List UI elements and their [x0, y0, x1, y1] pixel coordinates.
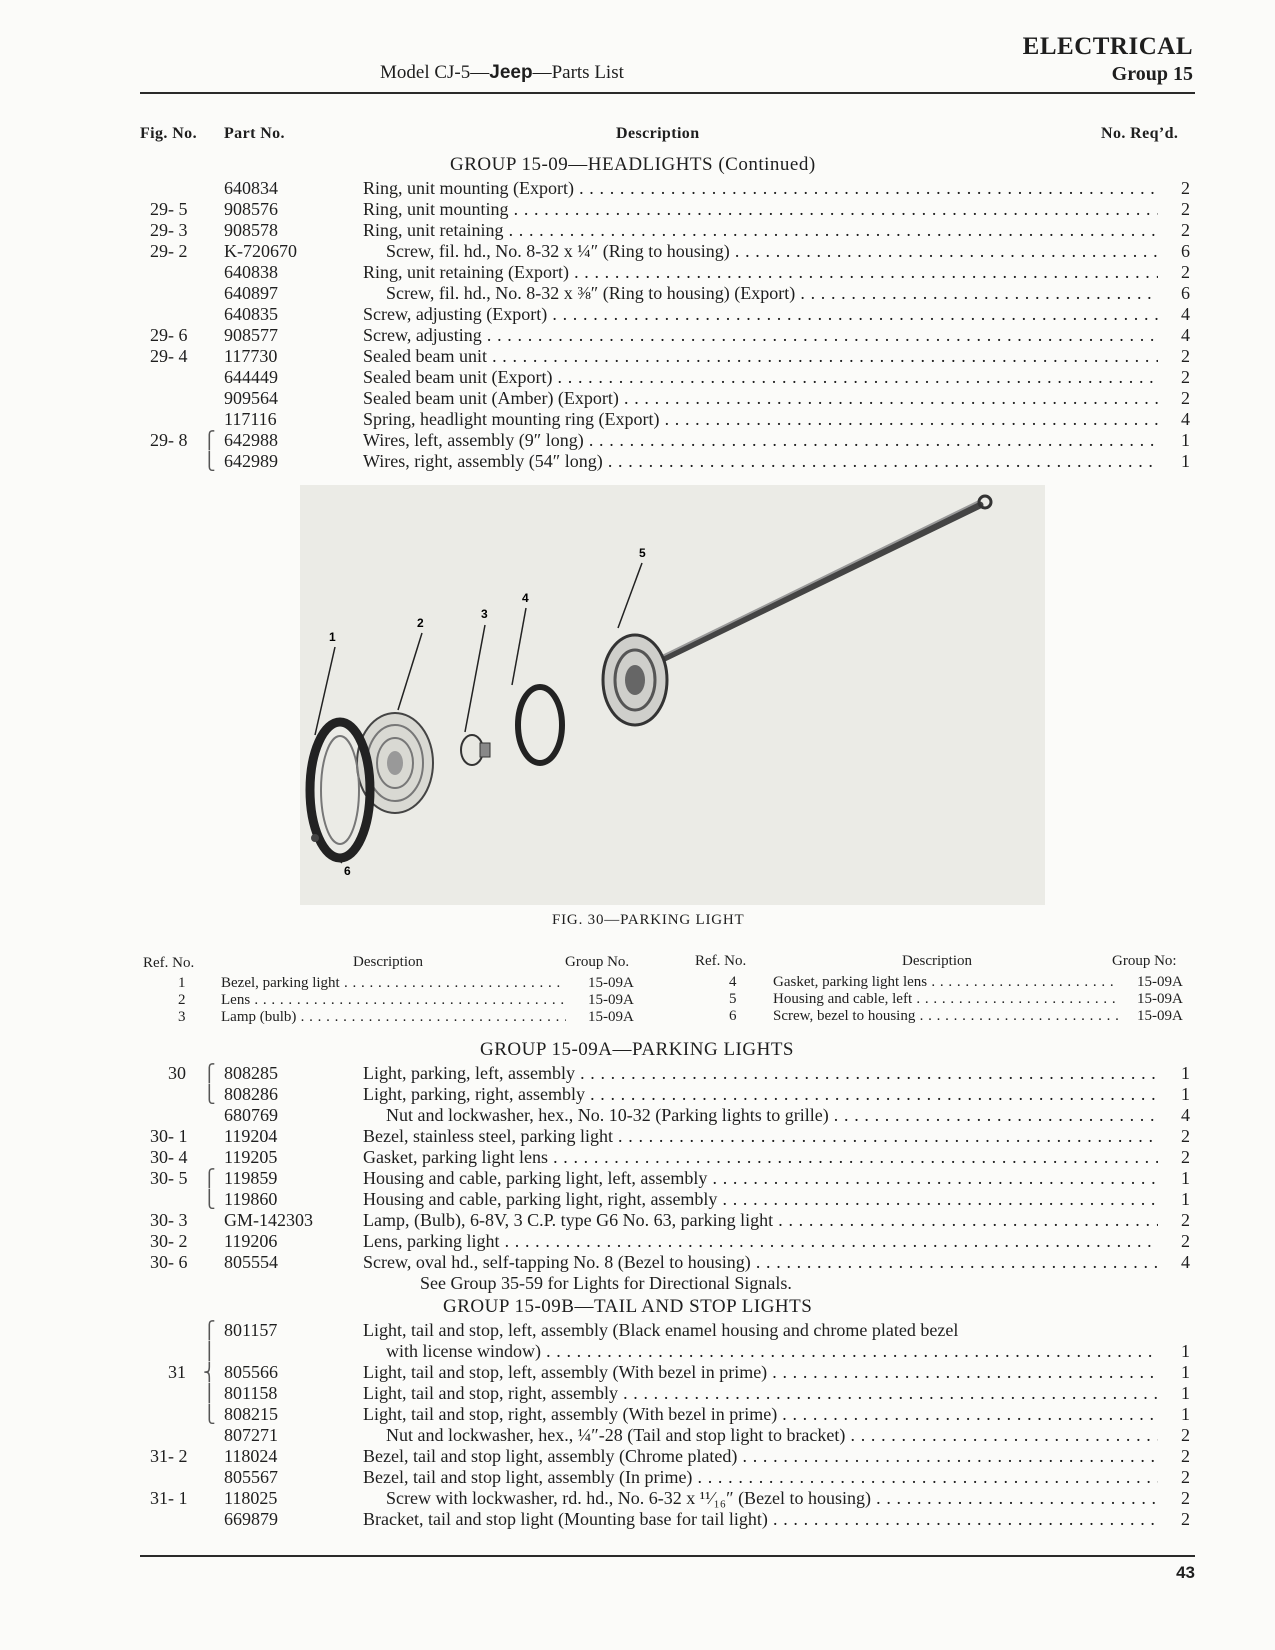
qty: 4 — [1181, 1105, 1190, 1125]
col-description: Description — [616, 125, 700, 142]
part-no: 640834 — [224, 178, 278, 198]
table-row — [0, 430, 1275, 451]
qty: 1 — [1181, 1168, 1190, 1188]
model-brand: Jeep — [489, 62, 533, 83]
brace-mark: ⎧ — [203, 1321, 216, 1340]
brace-mark: ⎧ — [203, 431, 216, 450]
qty: 2 — [1181, 1509, 1190, 1529]
part-no: 119206 — [224, 1231, 278, 1251]
description: Ring, unit retaining (Export) . . . — [363, 262, 1158, 283]
fig-no: 29- 8 — [150, 430, 188, 450]
model-prefix: Model CJ-5— — [380, 62, 490, 83]
description: Nut and lockwasher, hex., ¼″-28 (Tail and stop light to bracket) . . . — [386, 1425, 1158, 1446]
part-no: 644449 — [224, 367, 278, 387]
model-suffix: —Parts List — [532, 62, 624, 83]
fig-no: 30 — [168, 1063, 186, 1083]
brace-mark: ⎧ — [203, 1064, 216, 1083]
group-heading-headlights: GROUP 15-09—HEADLIGHTS (Continued) — [450, 154, 816, 175]
fig-no: 29- 2 — [150, 241, 188, 261]
legend-desc: Screw, bezel to housing . . . — [773, 1008, 1118, 1025]
footer-rule — [140, 1555, 1195, 1557]
part-no: 119204 — [224, 1126, 278, 1146]
brace-mark: ⎧ — [203, 1169, 216, 1188]
table-row — [0, 1168, 1275, 1189]
description: Screw with lockwasher, rd. hd., No. 6-32 x ¹¹⁄₁₆″ (Bezel to housing) . . . — [386, 1488, 1158, 1509]
fig-no: 31- 1 — [150, 1488, 188, 1508]
qty: 2 — [1181, 220, 1190, 240]
table-row — [0, 1252, 1275, 1273]
table-row — [0, 1063, 1275, 1084]
brace-mark: ⎩ — [203, 1190, 216, 1209]
part-no: 119860 — [224, 1189, 278, 1209]
exploded-view-drawing — [300, 485, 1045, 905]
qty: 2 — [1181, 346, 1190, 366]
running-header — [380, 62, 624, 84]
description: Light, tail and stop, right, assembly (With bezel in prime) . . . — [363, 1404, 1158, 1425]
qty: 1 — [1181, 1404, 1190, 1424]
legend-group: 15-09A — [588, 1009, 634, 1025]
fig-no: 30- 3 — [150, 1210, 188, 1230]
part-no: 117116 — [224, 409, 277, 429]
legend-ref: 6 — [729, 1008, 737, 1024]
part-no: 908578 — [224, 220, 278, 240]
parking-light-illustration — [300, 485, 1045, 905]
legend-desc-header-right: Description — [902, 953, 972, 969]
qty: 2 — [1181, 1467, 1190, 1487]
description: Light, parking, left, assembly . . . — [363, 1063, 1158, 1084]
legend-desc: Bezel, parking light . . . — [221, 975, 566, 992]
qty: 2 — [1181, 1126, 1190, 1146]
part-no: 118025 — [224, 1488, 278, 1508]
description: Gasket, parking light lens . . . — [363, 1147, 1158, 1168]
legend-group: 15-09A — [588, 992, 634, 1008]
description: Wires, right, assembly (54″ long) . . . — [363, 451, 1158, 472]
table-row — [0, 178, 1275, 199]
description: Nut and lockwasher, hex., No. 10-32 (Parking lights to grille) . . . — [386, 1105, 1158, 1126]
table-row — [0, 1231, 1275, 1252]
table-row — [0, 451, 1275, 472]
part-no: 119205 — [224, 1147, 278, 1167]
brace-mark: ⎩ — [203, 1085, 216, 1104]
group-heading-parking: GROUP 15-09A—PARKING LIGHTS — [480, 1039, 795, 1060]
part-no: GM-142303 — [224, 1210, 313, 1230]
col-fig-no: Fig. No. — [140, 125, 197, 142]
qty: 1 — [1181, 1341, 1190, 1361]
fig-no: 29- 4 — [150, 346, 188, 366]
description: Screw, adjusting (Export) . . . — [363, 304, 1158, 325]
callout-6: 6 — [344, 864, 351, 878]
part-no: 119859 — [224, 1168, 278, 1188]
legend-desc: Lamp (bulb) . . . — [221, 1009, 566, 1026]
table-row — [0, 1509, 1275, 1530]
brace-mark: ⎪ — [203, 1384, 216, 1403]
table-row — [0, 1084, 1275, 1105]
legend-desc: Gasket, parking light lens . . . — [773, 974, 1118, 991]
qty: 2 — [1181, 388, 1190, 408]
table-row — [0, 325, 1275, 346]
header-rule — [140, 92, 1195, 94]
brace-mark: ⎪ — [203, 1342, 216, 1361]
legend-ref-header-right: Ref. No. — [695, 953, 747, 969]
table-row — [0, 283, 1275, 304]
qty: 1 — [1181, 1362, 1190, 1382]
part-no: 640838 — [224, 262, 278, 282]
group-heading-taillights: GROUP 15-09B—TAIL AND STOP LIGHTS — [443, 1296, 813, 1317]
description: Ring, unit retaining . . . — [363, 220, 1158, 241]
qty: 1 — [1181, 451, 1190, 471]
legend-ref: 5 — [729, 991, 737, 1007]
part-no: 118024 — [224, 1446, 278, 1466]
legend-desc: Housing and cable, left . . . — [773, 991, 1118, 1008]
qty: 2 — [1181, 1147, 1190, 1167]
legend-group: 15-09A — [1137, 974, 1183, 990]
part-no: 808285 — [224, 1063, 278, 1083]
part-no: 669879 — [224, 1509, 278, 1529]
fig-no: 30- 2 — [150, 1231, 188, 1251]
fig-no: 30- 1 — [150, 1126, 188, 1146]
description: Ring, unit mounting . . . — [363, 199, 1158, 220]
legend-desc-header: Description — [353, 954, 423, 970]
fig-no: 31- 2 — [150, 1446, 188, 1466]
qty: 1 — [1181, 1063, 1190, 1083]
description: Light, tail and stop, left, assembly (Black enamel housing and chrome plated bezel — [363, 1320, 959, 1340]
table-row — [0, 1404, 1275, 1425]
qty: 1 — [1181, 1084, 1190, 1104]
note-row — [0, 1273, 1275, 1294]
description: Lamp, (Bulb), 6-8V, 3 C.P. type G6 No. 63, parking light . . . — [363, 1210, 1158, 1231]
description: Bracket, tail and stop light (Mounting base for tail light) . . . — [363, 1509, 1158, 1530]
description: with license window) . . . — [386, 1341, 1158, 1362]
table-row — [0, 346, 1275, 367]
description: Sealed beam unit (Export) . . . — [363, 367, 1158, 388]
qty: 2 — [1181, 1425, 1190, 1445]
fig-no: 29- 3 — [150, 220, 188, 240]
section-title: ELECTRICAL — [1022, 33, 1193, 60]
qty: 6 — [1181, 283, 1190, 303]
part-no: 801158 — [224, 1383, 278, 1403]
table-row — [0, 1488, 1275, 1509]
part-no: 642988 — [224, 430, 278, 450]
qty: 2 — [1181, 199, 1190, 219]
qty: 1 — [1181, 1189, 1190, 1209]
part-no: 801157 — [224, 1320, 278, 1340]
callout-3: 3 — [481, 607, 488, 621]
legend-ref-header: Ref. No. — [143, 955, 195, 971]
col-no-reqd: No. Req’d. — [1101, 125, 1179, 142]
part-no: 640835 — [224, 304, 278, 324]
table-row — [0, 1126, 1275, 1147]
part-no: K-720670 — [224, 241, 297, 261]
description: Screw, oval hd., self-tapping No. 8 (Bezel to housing) . . . — [363, 1252, 1158, 1273]
description: Screw, fil. hd., No. 8-32 x ¼″ (Ring to housing) . . . — [386, 241, 1158, 262]
table-row — [0, 1383, 1275, 1404]
qty: 6 — [1181, 241, 1190, 261]
qty: 2 — [1181, 262, 1190, 282]
description: Bezel, stainless steel, parking light . . . — [363, 1126, 1158, 1147]
table-row — [0, 367, 1275, 388]
brace-mark: ⎩ — [203, 1405, 216, 1424]
description: Housing and cable, parking light, left, assembly . . . — [363, 1168, 1158, 1189]
qty: 2 — [1181, 1488, 1190, 1508]
table-row — [0, 1446, 1275, 1467]
table-row — [0, 409, 1275, 430]
col-part-no: Part No. — [224, 125, 285, 142]
table-row — [0, 220, 1275, 241]
table-row — [0, 1362, 1275, 1383]
qty: 4 — [1181, 304, 1190, 324]
part-no: 908576 — [224, 199, 278, 219]
table-row — [0, 1467, 1275, 1488]
legend-ref: 3 — [178, 1009, 186, 1025]
table-row — [0, 241, 1275, 262]
description: Ring, unit mounting (Export) . . . — [363, 178, 1158, 199]
part-no: 808286 — [224, 1084, 278, 1104]
part-no: 680769 — [224, 1105, 278, 1125]
qty: 2 — [1181, 367, 1190, 387]
part-no: 642989 — [224, 451, 278, 471]
legend-ref: 2 — [178, 992, 186, 1008]
table-row — [0, 388, 1275, 409]
part-no: 805554 — [224, 1252, 278, 1272]
qty: 2 — [1181, 1210, 1190, 1230]
description: Sealed beam unit . . . — [363, 346, 1158, 367]
description: Bezel, tail and stop light, assembly (Chrome plated) . . . — [363, 1446, 1158, 1467]
description: Screw, fil. hd., No. 8-32 x ⅜″ (Ring to housing) (Export) . . . — [386, 283, 1158, 304]
qty: 4 — [1181, 325, 1190, 345]
description: Light, tail and stop, left, assembly (With bezel in prime) . . . — [363, 1362, 1158, 1383]
part-no: 909564 — [224, 388, 278, 408]
callout-4: 4 — [522, 591, 529, 605]
qty: 4 — [1181, 1252, 1190, 1272]
qty: 1 — [1181, 1383, 1190, 1403]
part-no: 805566 — [224, 1362, 278, 1382]
brace-mark: ⎩ — [203, 452, 216, 471]
table-row — [0, 1105, 1275, 1126]
section-heading — [1023, 34, 1193, 84]
part-no: 808215 — [224, 1404, 278, 1424]
description: Lens, parking light . . . — [363, 1231, 1158, 1252]
legend-ref: 1 — [178, 975, 186, 991]
legend-ref: 4 — [729, 974, 737, 990]
callout-2: 2 — [417, 616, 424, 630]
legend-group-header: Group No. — [565, 954, 630, 970]
section-group: Group 15 — [1111, 63, 1193, 85]
description: Light, tail and stop, right, assembly . . . — [363, 1383, 1158, 1404]
qty: 2 — [1181, 1446, 1190, 1466]
fig-no: 29- 6 — [150, 325, 188, 345]
page-number: 43 — [1176, 1563, 1195, 1582]
part-no: 640897 — [224, 283, 278, 303]
brace-mark: ⎨ — [203, 1363, 216, 1382]
part-no: 805567 — [224, 1467, 278, 1487]
legend-group: 15-09A — [588, 975, 634, 991]
fig-no: 30- 4 — [150, 1147, 188, 1167]
description: Light, parking, right, assembly . . . — [363, 1084, 1158, 1105]
part-no: 908577 — [224, 325, 278, 345]
description: Bezel, tail and stop light, assembly (In prime) . . . — [363, 1467, 1158, 1488]
fig-no: 29- 5 — [150, 199, 188, 219]
description: Housing and cable, parking light, right, assembly . . . — [363, 1189, 1158, 1210]
description: Wires, left, assembly (9″ long) . . . — [363, 430, 1158, 451]
table-row — [0, 1320, 1275, 1341]
table-row — [0, 304, 1275, 325]
legend-group-header-right: Group No: — [1112, 953, 1177, 969]
cross-reference-note: See Group 35-59 for Lights for Directional Signals. — [420, 1273, 792, 1293]
qty: 4 — [1181, 409, 1190, 429]
table-row — [0, 1189, 1275, 1210]
callout-1: 1 — [329, 630, 336, 644]
qty: 1 — [1181, 430, 1190, 450]
legend-desc: Lens . . . — [221, 992, 566, 1009]
description: Spring, headlight mounting ring (Export) . . . — [363, 409, 1158, 430]
legend-group: 15-09A — [1137, 991, 1183, 1007]
callout-5: 5 — [639, 546, 646, 560]
fig-no: 30- 6 — [150, 1252, 188, 1272]
legend-group: 15-09A — [1137, 1008, 1183, 1024]
qty: 2 — [1181, 1231, 1190, 1251]
description: Sealed beam unit (Amber) (Export) . . . — [363, 388, 1158, 409]
table-row — [0, 1210, 1275, 1231]
table-row — [0, 262, 1275, 283]
fig-no: 30- 5 — [150, 1168, 188, 1188]
qty: 2 — [1181, 178, 1190, 198]
description: Screw, adjusting . . . — [363, 325, 1158, 346]
fig-no: 31 — [168, 1362, 186, 1382]
table-row — [0, 1341, 1275, 1362]
part-no: 117730 — [224, 346, 278, 366]
figure-caption: FIG. 30—PARKING LIGHT — [552, 912, 745, 928]
table-row — [0, 1425, 1275, 1446]
part-no: 807271 — [224, 1425, 278, 1445]
table-row — [0, 1147, 1275, 1168]
table-row — [0, 199, 1275, 220]
